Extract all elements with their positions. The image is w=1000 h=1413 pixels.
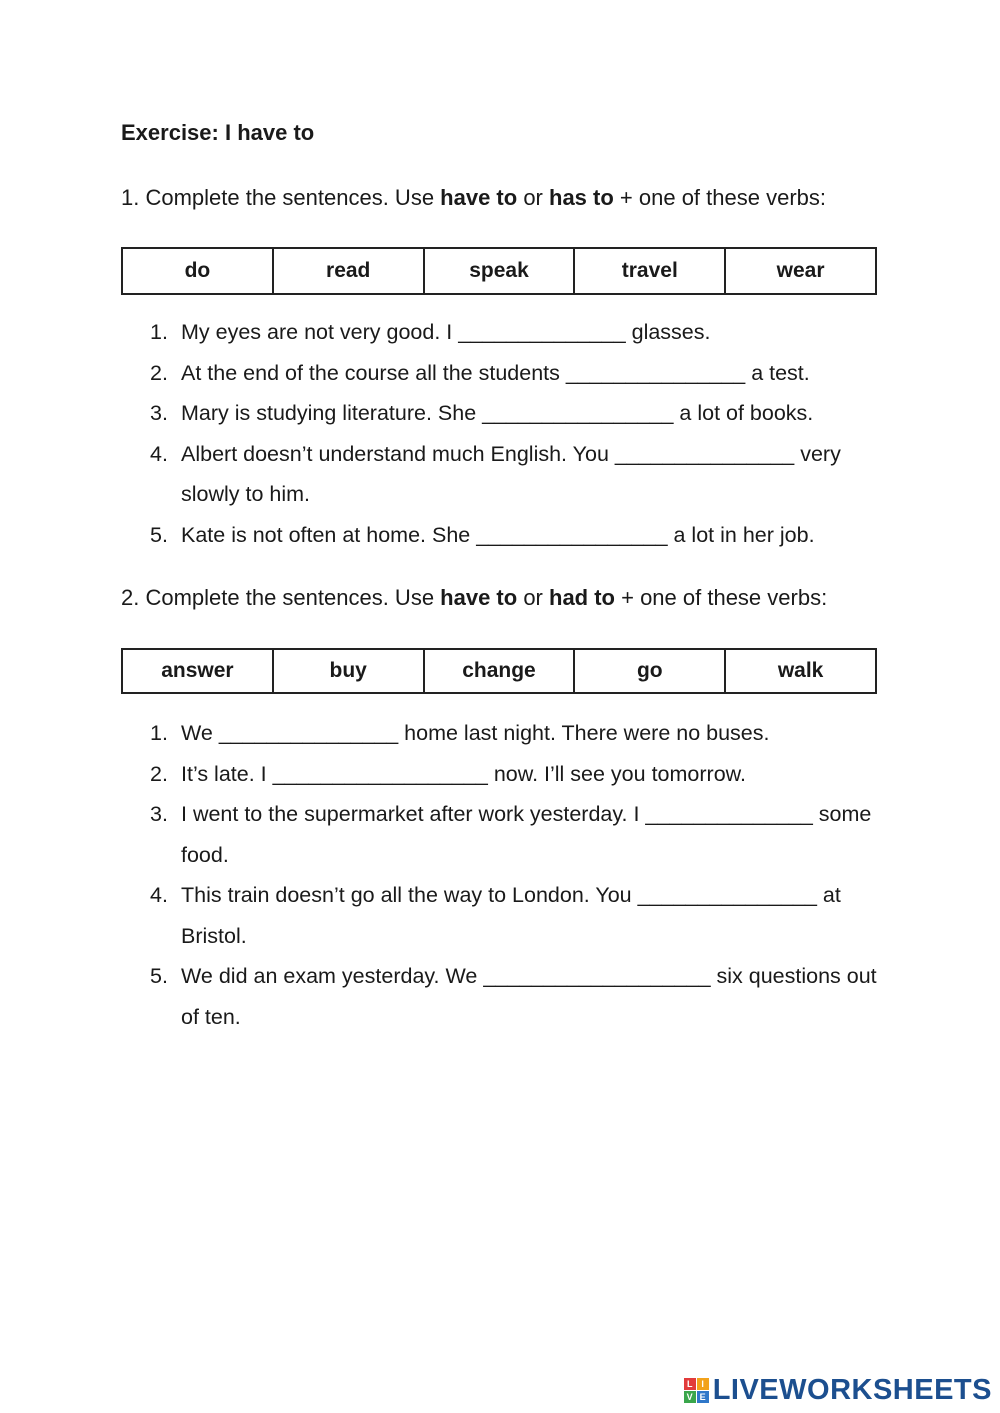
question-text: We did an exam yesterday. We ___________________ six questions out of ten. xyxy=(181,964,877,1029)
list-item xyxy=(150,875,890,956)
list-item xyxy=(150,353,890,394)
badge-letter: L xyxy=(684,1378,696,1390)
question-number: 2. xyxy=(150,360,168,385)
question-text: It’s late. I __________________ now. I’ll see you tomorrow. xyxy=(181,761,746,786)
verb-cell: go xyxy=(574,649,725,693)
badge-letter: V xyxy=(684,1391,696,1403)
verb-cell: travel xyxy=(574,248,725,294)
list-item xyxy=(150,312,890,353)
question-number: 1. xyxy=(150,320,168,344)
question-text: My eyes are not very good. I ______________ glasses. xyxy=(181,320,711,344)
question-number: 1. xyxy=(150,721,168,745)
list-item xyxy=(150,713,890,754)
verb-cell: change xyxy=(424,649,575,693)
question-text: Mary is studying literature. She ________________ a lot of books. xyxy=(181,401,814,425)
instruction-text: or xyxy=(517,185,549,210)
list-item xyxy=(150,754,890,795)
instruction-text: + one of these verbs: xyxy=(615,585,828,610)
exercise2-questions xyxy=(150,713,890,1037)
question-text: Albert doesn’t understand much English. You _______________ very slowly to him. xyxy=(181,441,841,506)
logo-badge-icon xyxy=(684,1378,709,1403)
question-text: At the end of the course all the students _______________ a test. xyxy=(181,360,810,385)
instruction-bold: have to xyxy=(440,585,518,610)
verb-cell: buy xyxy=(273,649,424,693)
logo-text: LIVEWORKSHEETS xyxy=(712,1374,992,1406)
list-item xyxy=(150,393,890,434)
exercise1-questions xyxy=(150,312,890,555)
instruction-text: 2. Complete the sentences. Use xyxy=(121,585,441,610)
verb-cell: read xyxy=(273,248,424,294)
list-item xyxy=(150,794,890,875)
question-number: 5. xyxy=(150,522,168,547)
question-number: 2. xyxy=(150,761,168,786)
badge-letter: E xyxy=(697,1391,709,1403)
question-text: This train doesn’t go all the way to London. You _______________ at Bristol. xyxy=(181,883,841,948)
instruction-bold: has to xyxy=(549,185,614,210)
instruction-text: 1. Complete the sentences. Use xyxy=(121,185,441,210)
question-number: 3. xyxy=(150,802,168,826)
question-number: 3. xyxy=(150,401,168,425)
verb-cell: do xyxy=(122,248,273,294)
question-text: Kate is not often at home. She ________________ a lot in her job. xyxy=(181,522,815,547)
question-number: 4. xyxy=(150,441,168,466)
exercise1-instruction xyxy=(121,185,826,211)
verb-cell: wear xyxy=(725,248,876,294)
page-title: Exercise: I have to xyxy=(121,120,315,145)
exercise2-verb-table xyxy=(121,648,877,694)
verb-cell: answer xyxy=(122,649,273,693)
exercise1-verb-table xyxy=(121,247,877,295)
instruction-text: + one of these verbs: xyxy=(613,185,826,210)
exercise2-instruction xyxy=(121,585,827,611)
list-item xyxy=(150,956,890,1037)
list-item xyxy=(150,434,890,515)
verb-cell: speak xyxy=(424,248,575,294)
badge-letter: I xyxy=(697,1378,709,1390)
instruction-text: or xyxy=(517,585,549,610)
list-item xyxy=(150,515,890,556)
verb-cell: walk xyxy=(725,649,876,693)
instruction-bold: had to xyxy=(549,585,615,610)
question-text: We _______________ home last night. There were no buses. xyxy=(181,721,770,745)
instruction-bold: have to xyxy=(440,185,518,210)
question-number: 4. xyxy=(150,883,168,907)
question-text: I went to the supermarket after work yesterday. I ______________ some food. xyxy=(181,802,872,867)
question-number: 5. xyxy=(150,964,168,988)
liveworksheets-logo[interactable] xyxy=(684,1374,992,1407)
